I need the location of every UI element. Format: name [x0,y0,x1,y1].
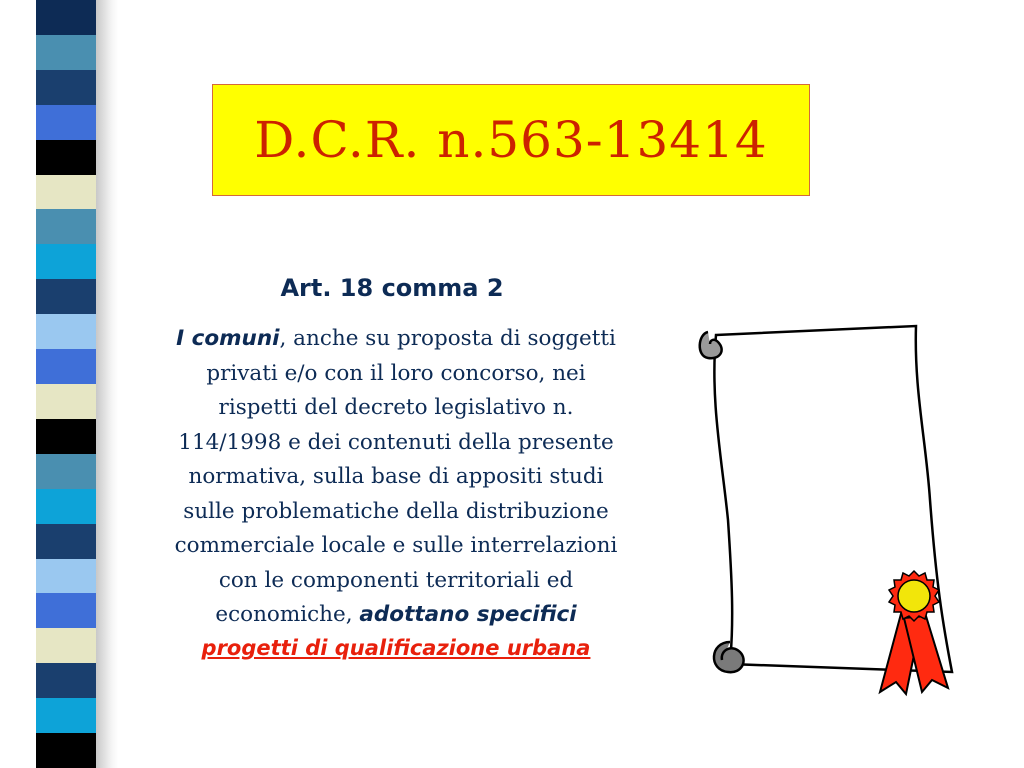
stripe-segment [36,698,96,733]
body-line: commerciale locale e sulle interrelazioni [174,533,618,558]
stripe-segment [36,314,96,349]
stripe-segment [36,244,96,279]
stripe-segment [36,419,96,454]
scroll-icon [690,320,960,700]
decorative-striped-bar [36,0,96,768]
article-heading: Art. 18 comma 2 [280,274,504,302]
stripe-segment [36,663,96,698]
stripe-segment [36,35,96,70]
stripe-segment [36,105,96,140]
article-body [100,322,692,633]
stripe-segment [36,349,96,384]
body-emphasis: adottano specifici [359,602,577,627]
title-box [212,84,810,196]
body-line: rispetti del decreto legislativo n. [218,395,574,420]
stripe-segment [36,628,96,663]
body-line: 114/1998 e dei contenuti della presente [178,429,614,455]
highlight-text: progetti di qualificazione urbana [201,636,591,660]
stripe-segment [36,140,96,175]
stripe-segment [36,593,96,628]
body-line: sulle problematiche della distribuzione [183,498,609,524]
stripe-segment [36,489,96,524]
stripe-segment [36,524,96,559]
body-line: con le componenti territoriali ed [218,567,574,593]
page-title: D.C.R. n.563-13414 [254,111,768,169]
stripe-segment [36,70,96,105]
body-line: I comuni, anche su proposta di soggetti [176,326,616,351]
stripe-segment [36,733,96,768]
body-line: privati e/o con il loro concorso, nei [206,360,586,386]
stripe-segment [36,209,96,244]
stripe-segment [36,384,96,419]
stripe-segment [36,175,96,210]
stripe-segment [36,279,96,314]
body-line: normativa, sulla base di appositi studi [188,464,604,489]
stripe-segment [36,454,96,489]
lead-emphasis: I comuni [176,326,280,351]
seal-core [898,580,930,612]
body-line: economiche, adottano specifici [215,602,577,627]
stripe-segment [36,0,96,35]
stripe-segment [36,559,96,594]
